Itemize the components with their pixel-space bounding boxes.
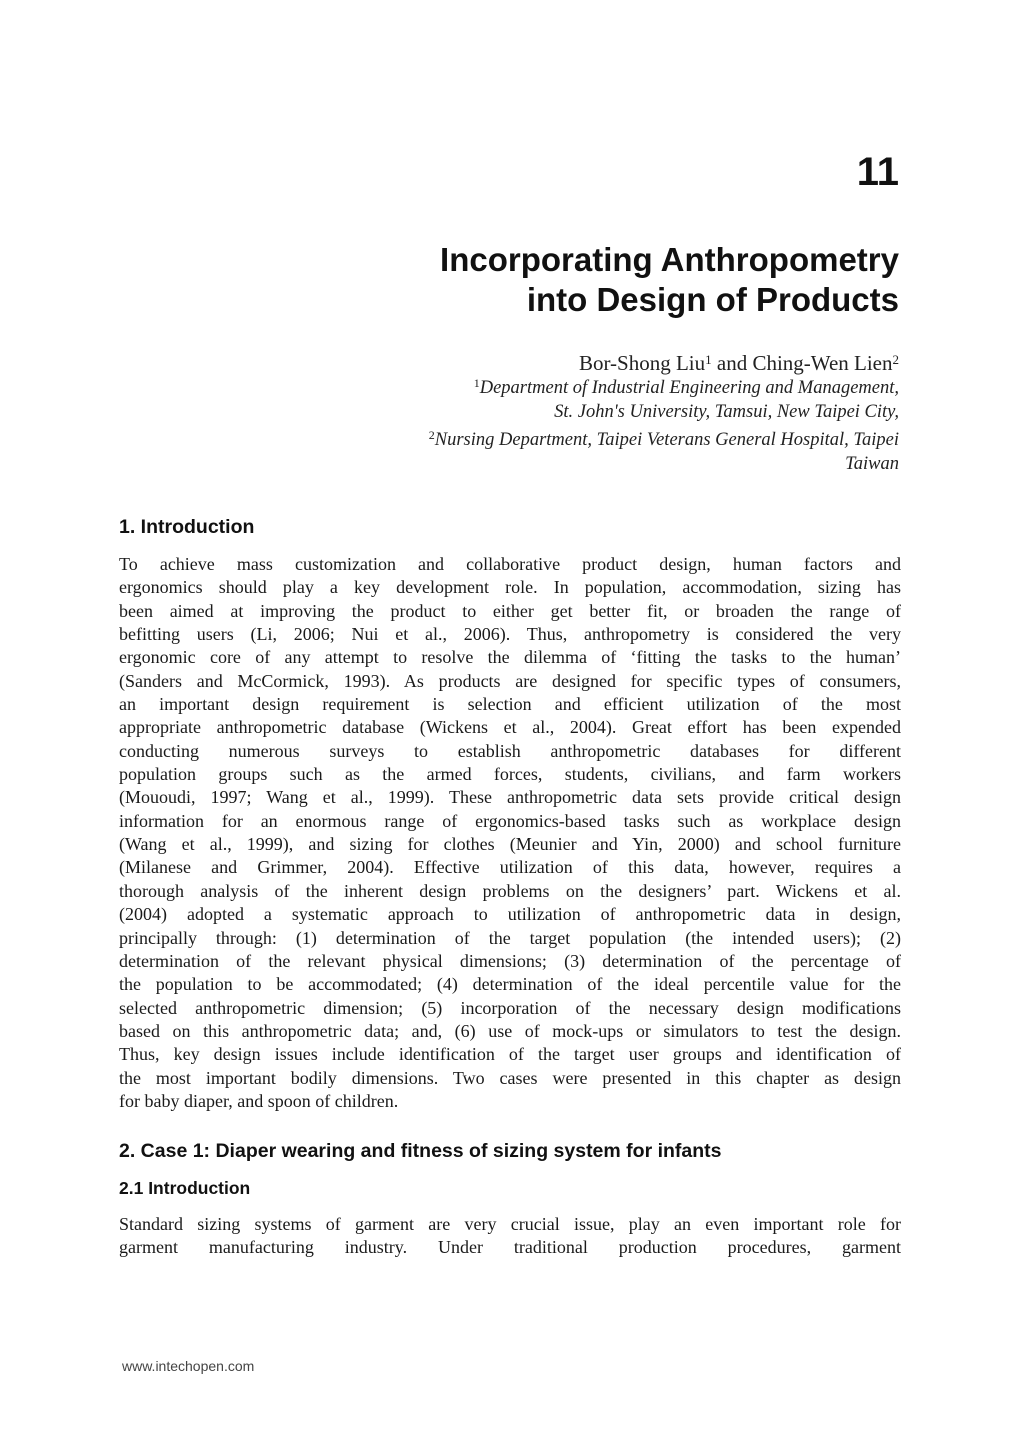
paragraph-line <box>119 810 901 833</box>
paragraph-line <box>119 646 901 669</box>
paragraph-line-text: (Sanders and McCormick, 1993). As products are designed for specific types of consumers, <box>119 670 901 691</box>
paragraph-line <box>119 1043 901 1066</box>
paragraph-line <box>119 693 901 716</box>
paragraph-line <box>119 833 901 856</box>
paragraph-line-text: population groups such as the armed forces, students, civilians, and farm workers <box>119 764 901 785</box>
paragraph-line-text: based on this anthropometric data; and, (6) use of mock-ups or simulators to test the design. <box>119 1020 901 1041</box>
chapter-title <box>440 240 899 320</box>
paragraph-line <box>119 950 901 973</box>
paragraph-line-text: an important design requirement is selection and efficient utilization of the most <box>119 694 901 715</box>
paragraph-line-text: appropriate anthropometric database (Wickens et al., 2004). Great effort has been expended <box>119 717 901 738</box>
paragraph-line <box>119 553 901 576</box>
paragraph-line <box>119 716 901 739</box>
section-heading-case1: 2. Case 1: Diaper wearing and fitness of sizing system for infants <box>119 1140 722 1162</box>
affiliation-text: Nursing Department, Taipei Veterans General Hospital, Taipei <box>434 430 899 450</box>
paragraph-line-text: thorough analysis of the inherent design problems on the designers’ part. Wickens et al. <box>119 880 901 901</box>
author-name: Ching-Wen Lien <box>752 351 893 375</box>
case1-paragraph <box>119 1213 901 1260</box>
paragraph-line <box>119 927 901 950</box>
paragraph-line <box>119 1067 901 1090</box>
paragraph-line-text: been aimed at improving the product to either get better fit, or broaden the range of <box>119 600 901 621</box>
paragraph-line-text: the most important bodily dimensions. Two cases were presented in this chapter as design <box>119 1067 901 1088</box>
affiliation-line <box>429 372 899 401</box>
subsection-heading-introduction: 2.1 Introduction <box>119 1178 251 1198</box>
affiliations <box>429 372 899 476</box>
paragraph-line-text: the population to be accommodated; (4) determination of the ideal percentile value for the <box>119 974 901 995</box>
author-affiliation-marker: 1 <box>705 352 712 367</box>
paragraph-line-text: for baby diaper, and spoon of children. <box>119 1090 399 1111</box>
paragraph-line-text: (Mououdi, 1997; Wang et al., 1999). These anthropometric data sets provide critical design <box>119 787 901 808</box>
paragraph-line-text: Standard sizing systems of garment are very crucial issue, play an even important role for <box>119 1214 901 1234</box>
affiliation-marker: 1 <box>473 376 480 390</box>
affiliation-line <box>429 424 899 453</box>
chapter-number: 11 <box>856 150 899 194</box>
paragraph-line-text: garment manufacturing industry. Under traditional production procedures, garment <box>119 1237 901 1258</box>
author-conjunction: and <box>711 351 753 375</box>
paragraph-line-text: To achieve mass customization and collaborative product design, human factors and <box>119 554 901 574</box>
paragraph-line-text: information for an enormous range of ergonomics-based tasks such as workplace design <box>119 810 901 831</box>
footer-website: www.intechopen.com <box>122 1358 255 1374</box>
paragraph-line <box>119 1020 901 1043</box>
affiliation-marker: 2 <box>428 428 435 442</box>
paragraph-line-text: befitting users (Li, 2006; Nui et al., 2006). Thus, anthropometry is considered the very <box>119 624 901 645</box>
chapter-title-line-1: Incorporating Anthropometry <box>440 241 899 278</box>
paragraph-line <box>119 1090 901 1113</box>
paragraph-line <box>119 763 901 786</box>
affiliation-line: Taiwan <box>845 453 899 474</box>
author-name: Bor-Shong Liu <box>578 351 706 375</box>
paragraph-line <box>119 1213 901 1236</box>
section-heading-introduction: 1. Introduction <box>119 516 255 538</box>
paragraph-line <box>119 973 901 996</box>
paragraph-line-text: Thus, key design issues include identification of the target user groups and identification of <box>119 1044 901 1065</box>
author-affiliation-marker: 2 <box>892 352 899 367</box>
paragraph-line <box>119 670 901 693</box>
paragraph-line-text: ergonomics should play a key development role. In population, accommodation, sizing has <box>119 577 901 598</box>
paragraph-line-text: conducting numerous surveys to establish anthropometric databases for different <box>119 740 901 761</box>
affiliation-line: St. John's University, Tamsui, New Taipei City, <box>554 401 899 422</box>
paragraph-line-text: (2004) adopted a systematic approach to utilization of anthropometric data in design, <box>119 904 901 925</box>
paragraph-line-text: principally through: (1) determination of the target population (the intended users); (2) <box>119 927 901 948</box>
paragraph-line <box>119 997 901 1020</box>
paragraph-line <box>119 600 901 623</box>
paragraph-line <box>119 1236 901 1259</box>
paragraph-line-text: determination of the relevant physical dimensions; (3) determination of the percentage of <box>119 950 901 971</box>
author-list <box>579 348 899 375</box>
paragraph-line <box>119 786 901 809</box>
paragraph-line <box>119 856 901 879</box>
paragraph-line <box>119 903 901 926</box>
paragraph-line <box>119 880 901 903</box>
paragraph-line-text: (Wang et al., 1999), and sizing for clothes (Meunier and Yin, 2000) and school furniture <box>119 834 901 855</box>
paragraph-line <box>119 576 901 599</box>
paragraph-line <box>119 740 901 763</box>
paragraph-line <box>119 623 901 646</box>
introduction-paragraph <box>119 553 901 1113</box>
affiliation-text: Department of Industrial Engineering and Management, <box>479 378 899 398</box>
paragraph-line-text: selected anthropometric dimension; (5) incorporation of the necessary design modifications <box>119 997 901 1018</box>
paragraph-line-text: ergonomic core of any attempt to resolve the dilemma of ‘fitting the tasks to the human’ <box>119 647 901 668</box>
paragraph-line-text: (Milanese and Grimmer, 2004). Effective utilization of this data, however, requires a <box>119 857 901 878</box>
chapter-title-line-2: into Design of Products <box>526 281 899 318</box>
